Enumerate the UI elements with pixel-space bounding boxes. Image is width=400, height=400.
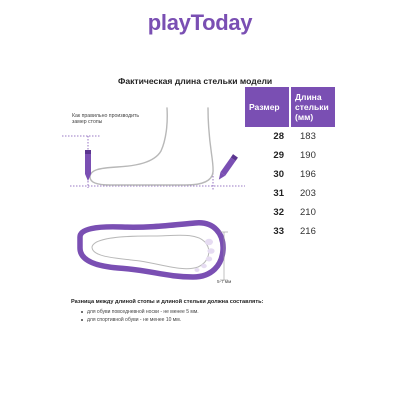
pencil-right-icon	[216, 154, 238, 181]
table-row	[245, 165, 335, 184]
bullet-text: для спортивной обуви - не менее 10 мм.	[87, 317, 182, 323]
table-header-row	[245, 87, 335, 127]
size-cell: 32	[273, 207, 284, 218]
footer-title: Разница между длиной стопы и длиной стельки должна составлять:	[71, 299, 264, 305]
table-row	[245, 184, 335, 203]
size-cell: 33	[273, 226, 284, 237]
table-row	[245, 127, 335, 146]
table-row	[245, 203, 335, 222]
length-cell: 196	[300, 169, 316, 180]
table-row	[245, 222, 335, 241]
header-length: Длина стельки (мм)	[290, 87, 335, 127]
note-line-2: замер стопы	[72, 119, 103, 126]
header-size: Размер	[245, 87, 290, 127]
length-cell: 216	[300, 226, 316, 237]
table-row	[245, 146, 335, 165]
bullet-icon	[81, 311, 83, 313]
length-cell: 210	[300, 207, 316, 218]
length-cell: 190	[300, 150, 316, 161]
insole-top-view	[80, 223, 228, 280]
size-cell: 29	[273, 150, 284, 161]
size-cell: 30	[273, 169, 284, 180]
bullet-text: для обуви повседневной носки - не менее 5 мм.	[87, 309, 199, 315]
note-line-1: Как правильно производить	[72, 113, 140, 119]
measure-instruction-note	[72, 113, 139, 125]
page-title: Фактическая длина стельки модели	[118, 76, 273, 86]
footer-bullet-list	[81, 308, 341, 324]
list-item	[81, 308, 341, 316]
bullet-icon	[81, 319, 83, 321]
size-cell: 28	[273, 131, 284, 142]
length-cell: 203	[300, 188, 316, 199]
shoe-outline	[80, 223, 223, 277]
size-table	[245, 87, 335, 241]
foot-sole-outline	[92, 235, 209, 269]
list-item	[81, 316, 341, 324]
length-cell: 183	[300, 131, 316, 142]
size-cell: 31	[273, 188, 284, 199]
footer-note	[71, 299, 341, 324]
brand-logo: playToday	[147, 10, 253, 35]
gap-label: 5-7 мм	[217, 279, 232, 284]
